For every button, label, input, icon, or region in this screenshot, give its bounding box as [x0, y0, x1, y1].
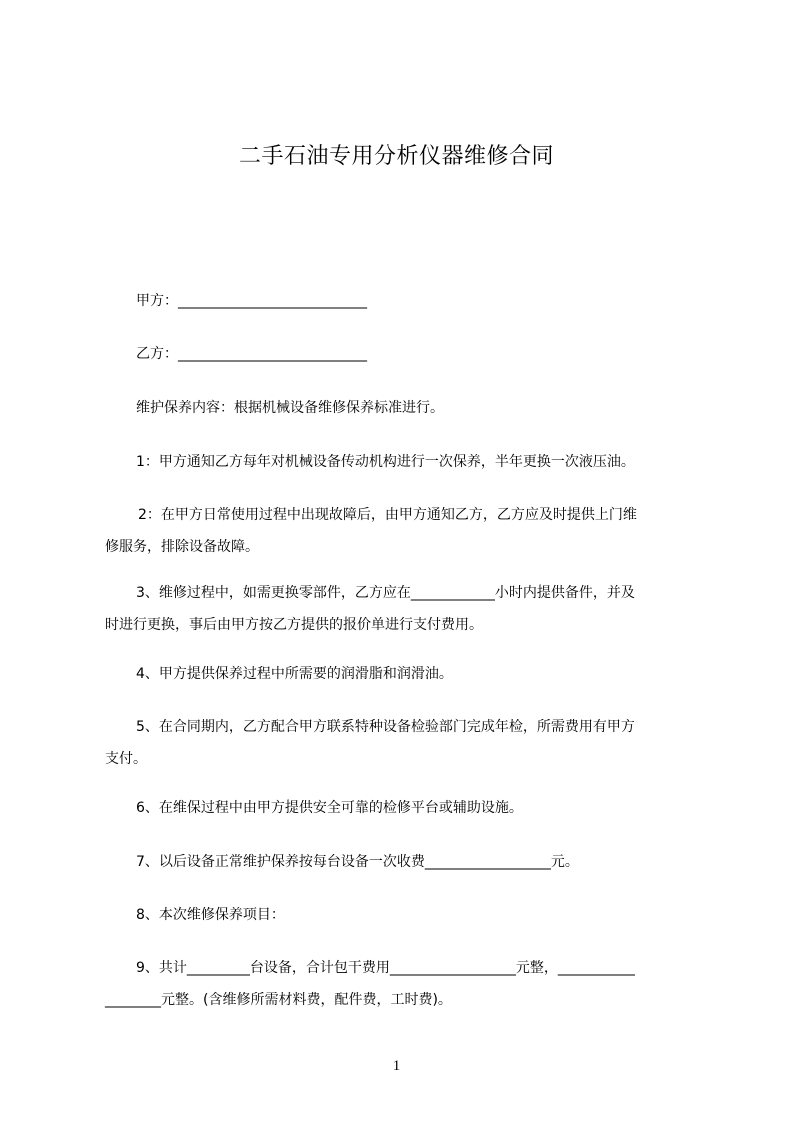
clause-1: 1：甲方通知乙方每年对机械设备传动机构进行一次保养，半年更换一次液压油。 — [136, 454, 635, 470]
clause-3-line-1: 3、维修过程中，如需更换零部件，乙方应在____________小时内提供备件，并及 — [136, 585, 635, 601]
clause-2-line-1: 2：在甲方日常使用过程中出现故障后，由甲方通知乙方，乙方应及时提供上门维 — [138, 507, 637, 523]
clause-7: 7、以后设备正常维护保养按每台设备一次收费__________________元。 — [136, 854, 579, 870]
clause-9-line-2: ________元整。(含维修所需材料费，配件费，工时费)。 — [105, 992, 452, 1008]
page-number: 1 — [392, 1058, 401, 1074]
party-b-line: 乙方：___________________________ — [136, 346, 367, 362]
clause-2 — [105, 499, 711, 563]
clause-6: 6、在维保过程中由甲方提供安全可靠的检修平台或辅助设施。 — [136, 800, 523, 816]
party-a-line: 甲方：___________________________ — [136, 293, 367, 309]
clause-2-line-2: 修服务，排除设备故障。 — [105, 539, 259, 555]
clause-5-line-1: 5、在合同期内，乙方配合甲方联系特种设备检验部门完成年检，所需费用有甲方 — [136, 719, 635, 735]
document-title: 二手石油专用分析仪器维修合同 — [238, 144, 554, 169]
clause-4: 4、甲方提供保养过程中所需要的润滑脂和润滑油。 — [136, 666, 453, 682]
clause-3-line-2: 时进行更换，事后由甲方按乙方提供的报价单进行支付费用。 — [105, 617, 483, 633]
clause-8: 8、本次维修保养项目： — [136, 907, 285, 923]
clause-5 — [105, 711, 711, 775]
clause-3 — [105, 577, 711, 641]
clause-9-line-1: 9、共计_________台设备，合计包干费用__________________元整，___________ — [136, 960, 635, 976]
clause-5-line-2: 支付。 — [105, 751, 147, 767]
maintenance-scope: 维护保养内容：根据机械设备维修保养标准进行。 — [136, 400, 444, 416]
clause-9 — [105, 952, 711, 1016]
